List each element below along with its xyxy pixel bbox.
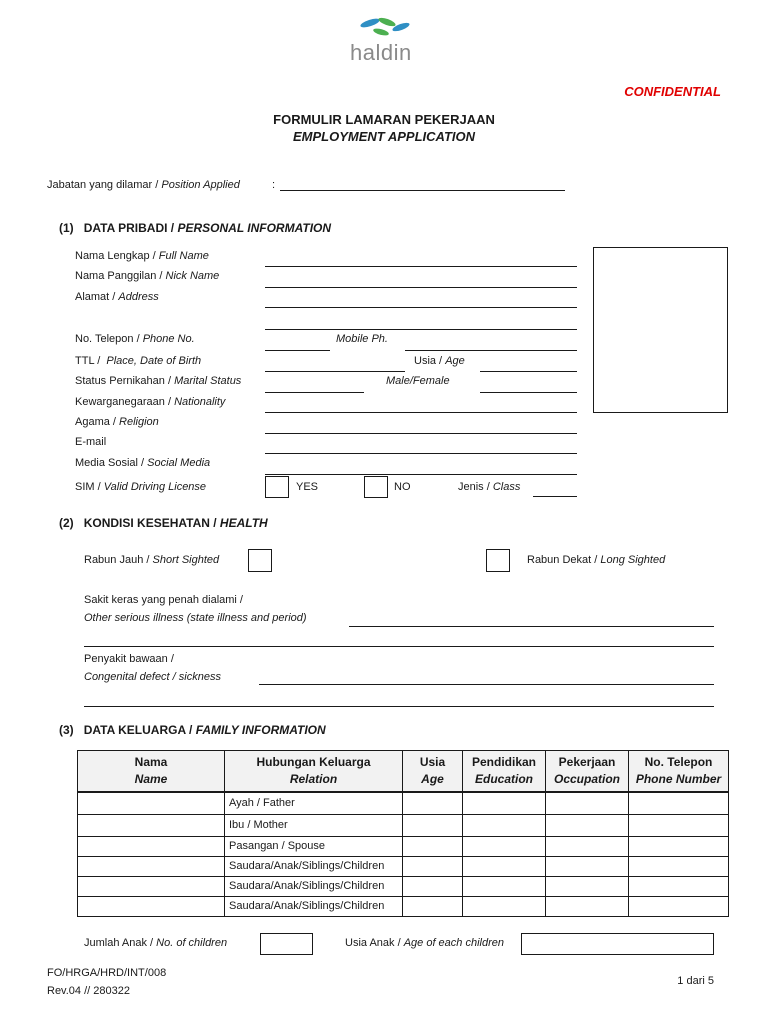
children-age-label: Usia Anak / Age of each children	[345, 937, 504, 949]
mobile-input-line[interactable]	[405, 350, 577, 351]
social-media-input-line[interactable]	[265, 474, 577, 475]
company-logo	[340, 14, 430, 70]
cell-age[interactable]	[403, 814, 463, 836]
religion-input-line[interactable]	[265, 433, 577, 434]
cell-education[interactable]	[463, 792, 546, 814]
col-name: Nama Name	[78, 751, 225, 793]
cell-name[interactable]	[78, 876, 225, 896]
cell-education[interactable]	[463, 896, 546, 916]
congenital-label: Penyakit bawaan / Congenital defect / sickness	[84, 653, 221, 683]
cell-name[interactable]	[78, 856, 225, 876]
children-count-input[interactable]	[260, 933, 313, 955]
age-label: Usia / Age	[414, 355, 465, 367]
nick-name-input-line[interactable]	[265, 287, 577, 288]
nick-name-label: Nama Panggilan / Nick Name	[75, 270, 220, 282]
cell-occupation[interactable]	[546, 792, 629, 814]
cell-education[interactable]	[463, 814, 546, 836]
position-colon: :	[272, 179, 276, 191]
cell-phone[interactable]	[629, 814, 729, 836]
col-age: Usia Age	[403, 751, 463, 793]
license-class-label: Jenis / Class	[458, 481, 521, 493]
address-input-line-1[interactable]	[265, 307, 577, 308]
cell-phone[interactable]	[629, 876, 729, 896]
section1-heading: (1) DATA PRIBADI / PERSONAL INFORMATION	[59, 221, 332, 235]
family-table	[77, 750, 729, 917]
religion-label: Agama / Religion	[75, 416, 159, 428]
children-age-input[interactable]	[521, 933, 714, 955]
table-row	[78, 792, 729, 814]
cell-phone[interactable]	[629, 856, 729, 876]
cell-name[interactable]	[78, 836, 225, 856]
cell-name[interactable]	[78, 792, 225, 814]
congenital-input-line-1[interactable]	[259, 684, 714, 685]
email-input-line[interactable]	[265, 453, 577, 454]
long-sighted-label: Rabun Dekat / Long Sighted	[527, 554, 666, 566]
full-name-label: Nama Lengkap / Full Name	[75, 250, 209, 262]
social-media-label: Media Sosial / Social Media	[75, 457, 211, 469]
family-table-header	[78, 751, 729, 793]
cell-education[interactable]	[463, 836, 546, 856]
position-label: Jabatan yang dilamar / Position Applied	[47, 179, 240, 191]
cell-occupation[interactable]	[546, 814, 629, 836]
license-label: SIM / Valid Driving License	[75, 481, 207, 493]
full-name-input-line[interactable]	[265, 266, 577, 267]
cell-relation: Saudara/Anak/Siblings/Children	[225, 876, 403, 896]
section3-heading: (3) DATA KELUARGA / FAMILY INFORMATION	[59, 723, 326, 737]
sex-input-line[interactable]	[480, 392, 577, 393]
short-sighted-checkbox[interactable]	[248, 549, 272, 572]
cell-education[interactable]	[463, 876, 546, 896]
license-no-label: NO	[394, 481, 411, 493]
col-relation: Hubungan Keluarga Relation	[225, 751, 403, 793]
section2-heading: (2) KONDISI KESEHATAN / HEALTH	[59, 516, 268, 530]
table-row	[78, 856, 729, 876]
cell-name[interactable]	[78, 814, 225, 836]
cell-education[interactable]	[463, 856, 546, 876]
sex-label: Male/Female	[386, 375, 450, 387]
illness-input-line-1[interactable]	[349, 626, 714, 627]
table-row	[78, 814, 729, 836]
cell-age[interactable]	[403, 856, 463, 876]
illness-label: Sakit keras yang penah dialami / Other serious illness (state illness and period)	[84, 594, 307, 624]
email-label: E-mail	[75, 436, 107, 448]
cell-relation: Saudara/Anak/Siblings/Children	[225, 896, 403, 916]
birth-input-line[interactable]	[265, 371, 405, 372]
cell-relation: Ayah / Father	[225, 792, 403, 814]
marital-input-line[interactable]	[265, 392, 364, 393]
col-education: Pendidikan Education	[463, 751, 546, 793]
cell-phone[interactable]	[629, 836, 729, 856]
col-occupation: Pekerjaan Occupation	[546, 751, 629, 793]
logo-text: haldin	[350, 40, 412, 65]
nationality-label: Kewarganegaraan / Nationality	[75, 396, 226, 408]
logo-mark-icon	[356, 14, 416, 40]
phone-label: No. Telepon / Phone No.	[75, 333, 195, 345]
page-number: 1 dari 5	[677, 975, 714, 987]
cell-occupation[interactable]	[546, 836, 629, 856]
license-no-checkbox[interactable]	[364, 476, 388, 498]
address-label: Alamat / Address	[75, 291, 159, 303]
cell-relation: Saudara/Anak/Siblings/Children	[225, 856, 403, 876]
cell-age[interactable]	[403, 836, 463, 856]
cell-occupation[interactable]	[546, 876, 629, 896]
form-code: FO/HRGA/HRD/INT/008	[47, 967, 167, 979]
address-input-line-2[interactable]	[265, 329, 577, 330]
cell-relation: Ibu / Mother	[225, 814, 403, 836]
cell-occupation[interactable]	[546, 856, 629, 876]
license-yes-label: YES	[296, 481, 319, 493]
marital-label: Status Pernikahan / Marital Status	[75, 375, 242, 387]
illness-input-line-2[interactable]	[84, 646, 714, 647]
confidential-label: CONFIDENTIAL	[624, 84, 721, 99]
position-input-line[interactable]	[280, 190, 565, 191]
cell-age[interactable]	[403, 876, 463, 896]
short-sighted-label: Rabun Jauh / Short Sighted	[84, 554, 220, 566]
form-title-en: EMPLOYMENT APPLICATION	[293, 129, 475, 144]
birth-label: TTL / Place, Date of Birth	[75, 355, 202, 367]
form-title-id: FORMULIR LAMARAN PEKERJAAN	[273, 112, 495, 127]
cell-phone[interactable]	[629, 792, 729, 814]
form-title	[0, 112, 768, 144]
license-class-input-line[interactable]	[533, 496, 577, 497]
long-sighted-checkbox[interactable]	[486, 549, 510, 572]
phone-input-line[interactable]	[265, 350, 330, 351]
cell-name[interactable]	[78, 896, 225, 916]
cell-age[interactable]	[403, 896, 463, 916]
cell-relation: Pasangan / Spouse	[225, 836, 403, 856]
col-phone: No. Telepon Phone Number	[629, 751, 729, 793]
congenital-input-line-2[interactable]	[84, 706, 714, 707]
cell-age[interactable]	[403, 792, 463, 814]
age-input-line[interactable]	[480, 371, 577, 372]
table-row	[78, 876, 729, 896]
children-count-label: Jumlah Anak / No. of children	[84, 937, 228, 949]
photo-box[interactable]	[593, 247, 728, 413]
license-yes-checkbox[interactable]	[265, 476, 289, 498]
cell-occupation[interactable]	[546, 896, 629, 916]
table-row	[78, 836, 729, 856]
table-row	[78, 896, 729, 916]
form-revision: Rev.04 // 280322	[47, 985, 130, 997]
cell-phone[interactable]	[629, 896, 729, 916]
mobile-label: Mobile Ph.	[336, 333, 388, 345]
nationality-input-line[interactable]	[265, 412, 577, 413]
